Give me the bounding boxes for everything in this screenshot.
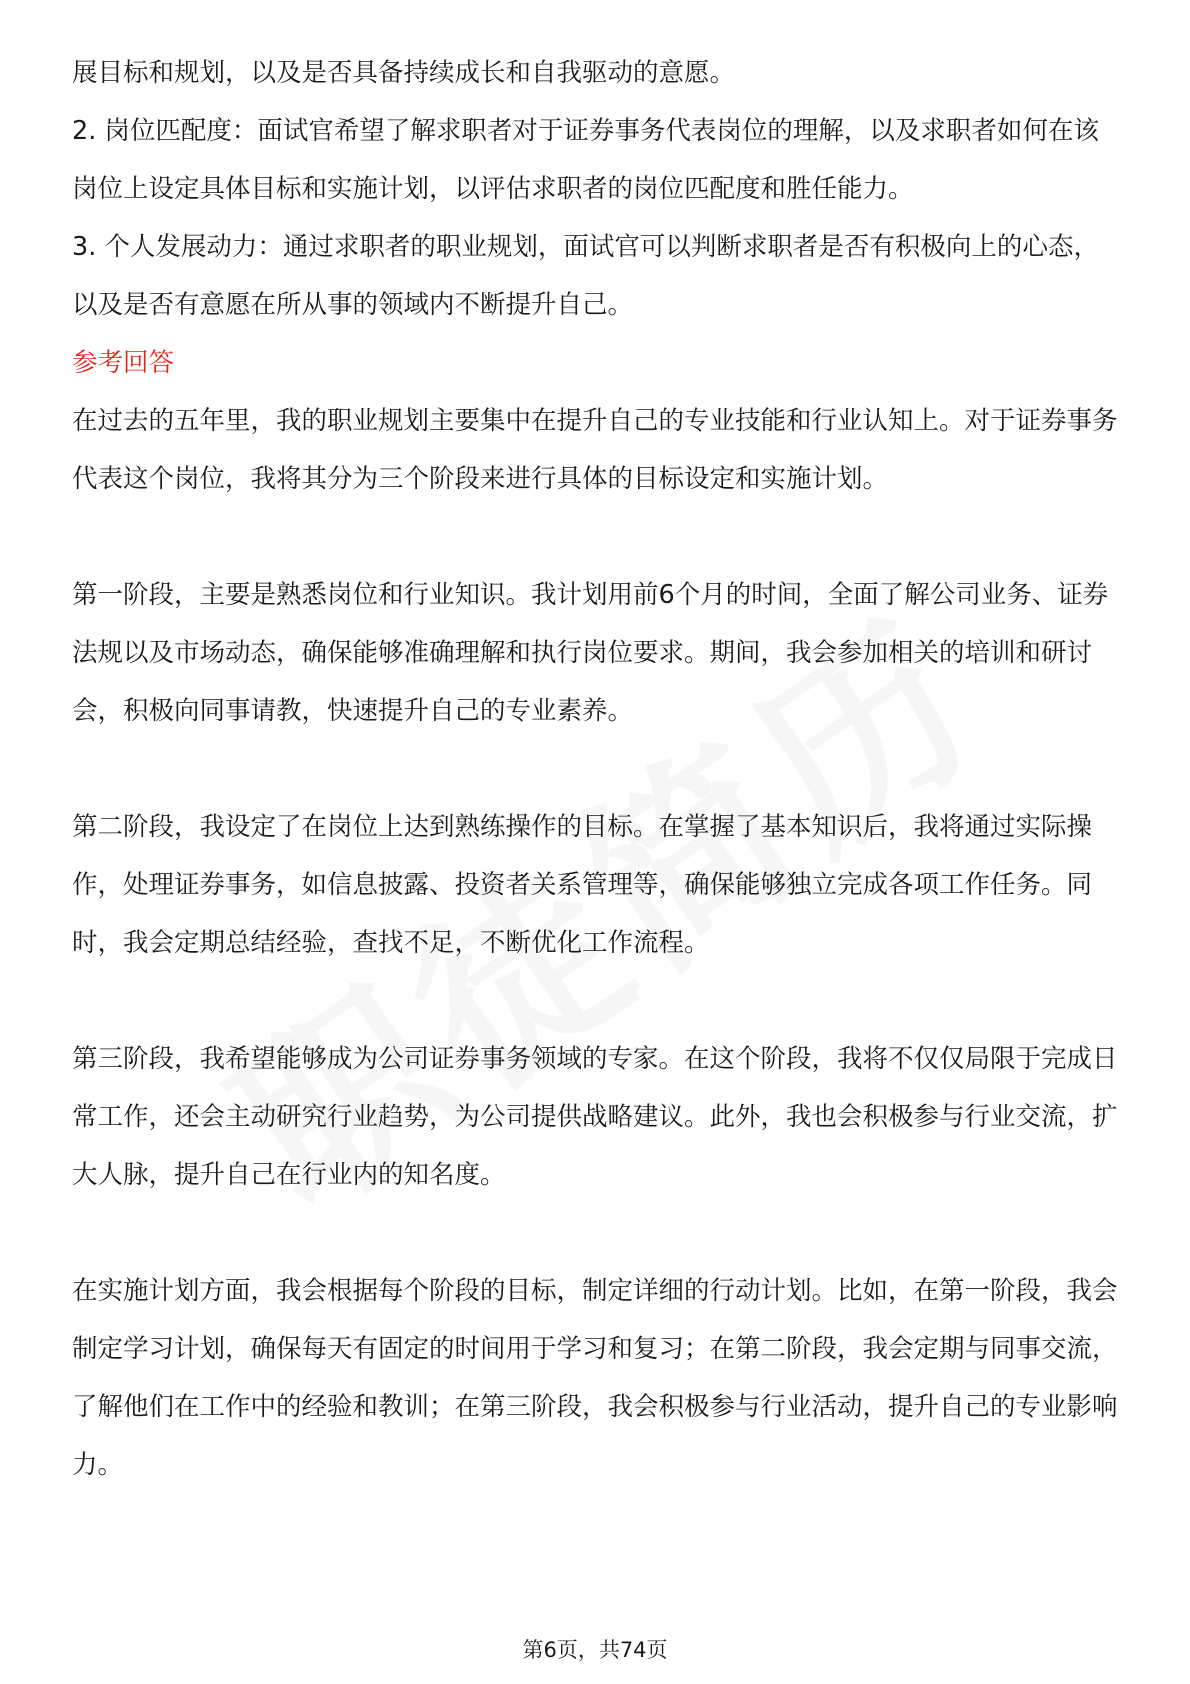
document-body [72,44,1122,1494]
point-motivation: 3. 个人发展动力：通过求职者的职业规划，面试官可以判断求职者是否有积极向上的心态，以及是否有意愿在所从事的领域内不断提升自己。 [72,232,1099,320]
answer-paragraph-stage-2: 第二阶段，我设定了在岗位上达到熟练操作的目标。在掌握了基本知识后，我将通过实际操作，处理证券事务，如信息披露、投资者关系管理等，确保能够独立完成各项工作任务。同时，我会定期总结经验，查找不足，不断优化工作流程。 [72,812,1093,958]
page-number: 第6页，共74页 [522,1638,668,1662]
answer-heading: 参考回答 [72,348,175,378]
point-matching: 2. 岗位匹配度：面试官希望了解求职者对于证券事务代表岗位的理解，以及求职者如何在该岗位上设定具体目标和实施计划，以评估求职者的岗位匹配度和胜任能力。 [72,116,1099,204]
paragraph-spacer [72,740,1122,798]
answer-paragraph-stage-3: 第三阶段，我希望能够成为公司证券事务领域的专家。在这个阶段，我将不仅仅局限于完成日常工作，还会主动研究行业趋势，为公司提供战略建议。此外，我也会积极参与行业交流，扩大人脉，提升自己在行业内的知名度。 [72,1044,1118,1190]
paragraph-spacer [72,1204,1122,1262]
answer-paragraph-implementation: 在实施计划方面，我会根据每个阶段的目标，制定详细的行动计划。比如，在第一阶段，我会制定学习计划，确保每天有固定的时间用于学习和复习；在第二阶段，我会定期与同事交流，了解他们在工作中的经验和教训；在第三阶段，我会积极参与行业活动，提升自己的专业影响力。 [72,1276,1118,1480]
paragraph-spacer [72,508,1122,566]
intro-tail-paragraph: 展目标和规划，以及是否具备持续成长和自我驱动的意愿。 [72,58,736,88]
paragraph-spacer [72,972,1122,1030]
answer-paragraph-overview: 在过去的五年里，我的职业规划主要集中在提升自己的专业技能和行业认知上。对于证券事务代表这个岗位，我将其分为三个阶段来进行具体的目标设定和实施计划。 [72,406,1118,494]
answer-paragraph-stage-1: 第一阶段，主要是熟悉岗位和行业知识。我计划用前6个月的时间，全面了解公司业务、证券法规以及市场动态，确保能够准确理解和执行岗位要求。期间，我会参加相关的培训和研讨会，积极向同事请教，快速提升自己的专业素养。 [72,580,1109,726]
